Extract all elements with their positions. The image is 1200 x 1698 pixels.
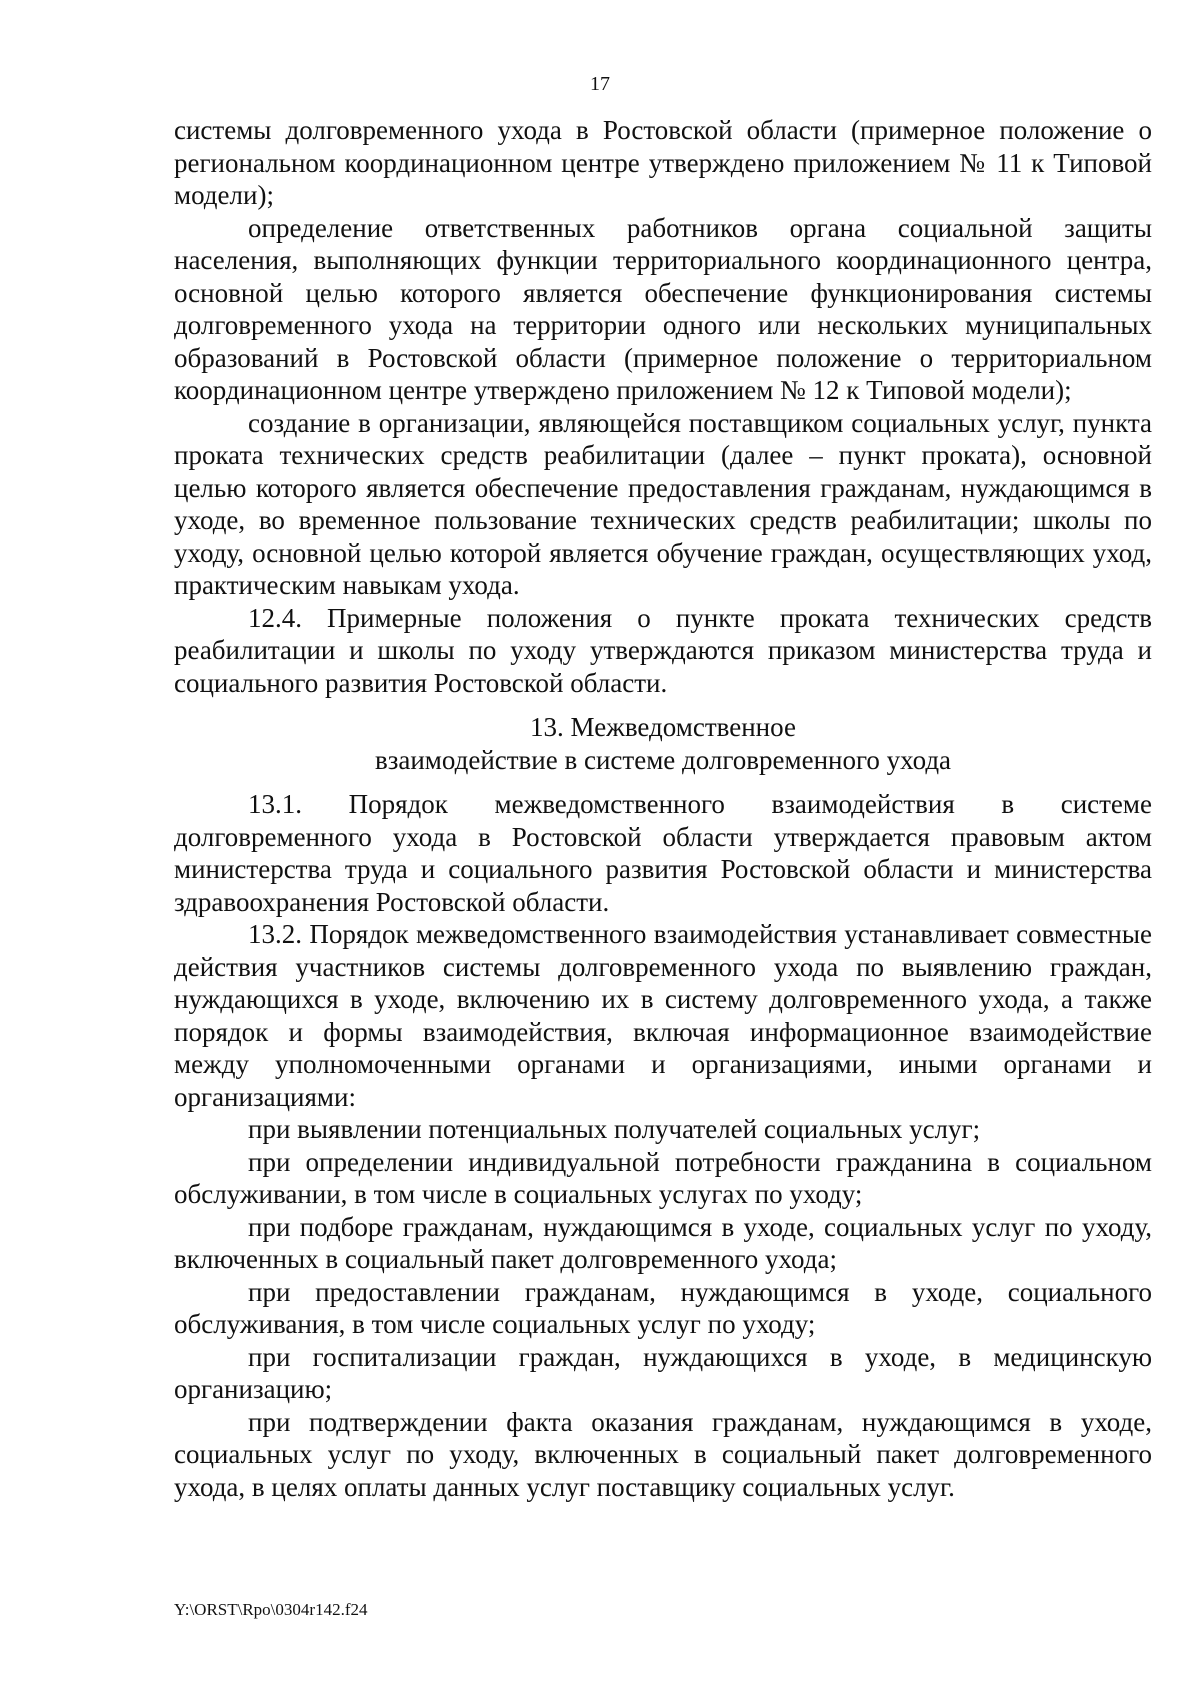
page-number: 17 xyxy=(590,73,610,95)
list-item: при определении индивидуальной потребности гражданина в социальном обслуживании, в том числе в социальных услугах по уходу; xyxy=(174,1146,1152,1209)
paragraph-13-2: 13.2. Порядок межведомственного взаимодействия устанавливает совместные действия участников системы долговременного ухода по выявлению граждан, нуждающихся в уходе, включению их в систему долговременного ухода, а также порядок и формы взаимодействия, включая информационное взаимодействие между уполномоченными органами и организациями, иными органами и организациями: xyxy=(174,919,1152,1112)
paragraph-territorial-center: определение ответственных работников органа социальной защиты населения, выполняющих функции территориального координационного центра, основной целью которого является обеспечение функционирования системы долговременного ухода на территории одного или нескольких муниципальных образований в Ростовской области (примерное положение о территориальном координационном центре утверждено приложением № 12 к Типовой модели); xyxy=(174,212,1152,405)
paragraph-continuation: системы долговременного ухода в Ростовской области (примерное положение о региональном координационном центре утверждено приложением № 11 к Типовой модели); xyxy=(174,115,1152,210)
paragraph-rental-point: создание в организации, являющейся поставщиком социальных услуг, пункта проката технических средств реабилитации (далее – пункт проката), основной целью которого является обеспечение предоставления гражданам, нуждающимся в уходе, во временное пользование технических средств реабилитации; школы по уходу, основной целью которой является обучение граждан, осуществляющих уход, практическим навыкам ухода. xyxy=(174,407,1152,600)
list-item: при подтверждении факта оказания гражданам, нуждающимся в уходе, социальных услуг по уходу, включенных в социальный пакет долговременного ухода, в целях оплаты данных услуг поставщику социальных услуг. xyxy=(174,1406,1152,1502)
section-heading-line-2: взаимодействие в системе долговременного ухода xyxy=(374,744,952,775)
document-body xyxy=(174,114,1152,1503)
footer-file-path: Y:\ORST\Rpo\0304r142.f24 xyxy=(174,1600,368,1619)
paragraph-12-4: 12.4. Примерные положения о пункте проката технических средств реабилитации и школы по уходу утверждаются приказом министерства труда и социального развития Ростовской области. xyxy=(174,602,1152,698)
section-heading-line-1: 13. Межведомственное xyxy=(530,712,796,742)
list-item: при выявлении потенциальных получателей социальных услуг; xyxy=(248,1114,981,1144)
list-item: при предоставлении гражданам, нуждающимся в уходе, социального обслуживания, в том числе социальных услуг по уходу; xyxy=(174,1276,1152,1339)
list-item: при госпитализации граждан, нуждающихся в уходе, в медицинскую организацию; xyxy=(174,1341,1152,1404)
list-item: при подборе гражданам, нуждающимся в уходе, социальных услуг по уходу, включенных в социальный пакет долговременного ухода; xyxy=(174,1211,1152,1274)
section-heading xyxy=(174,711,1152,776)
paragraph-13-1: 13.1. Порядок межведомственного взаимодействия в системе долговременного ухода в Ростовской области утверждается правовым актом министерства труда и социального развития Ростовской области и министерства здравоохранения Ростовской области. xyxy=(174,789,1152,917)
